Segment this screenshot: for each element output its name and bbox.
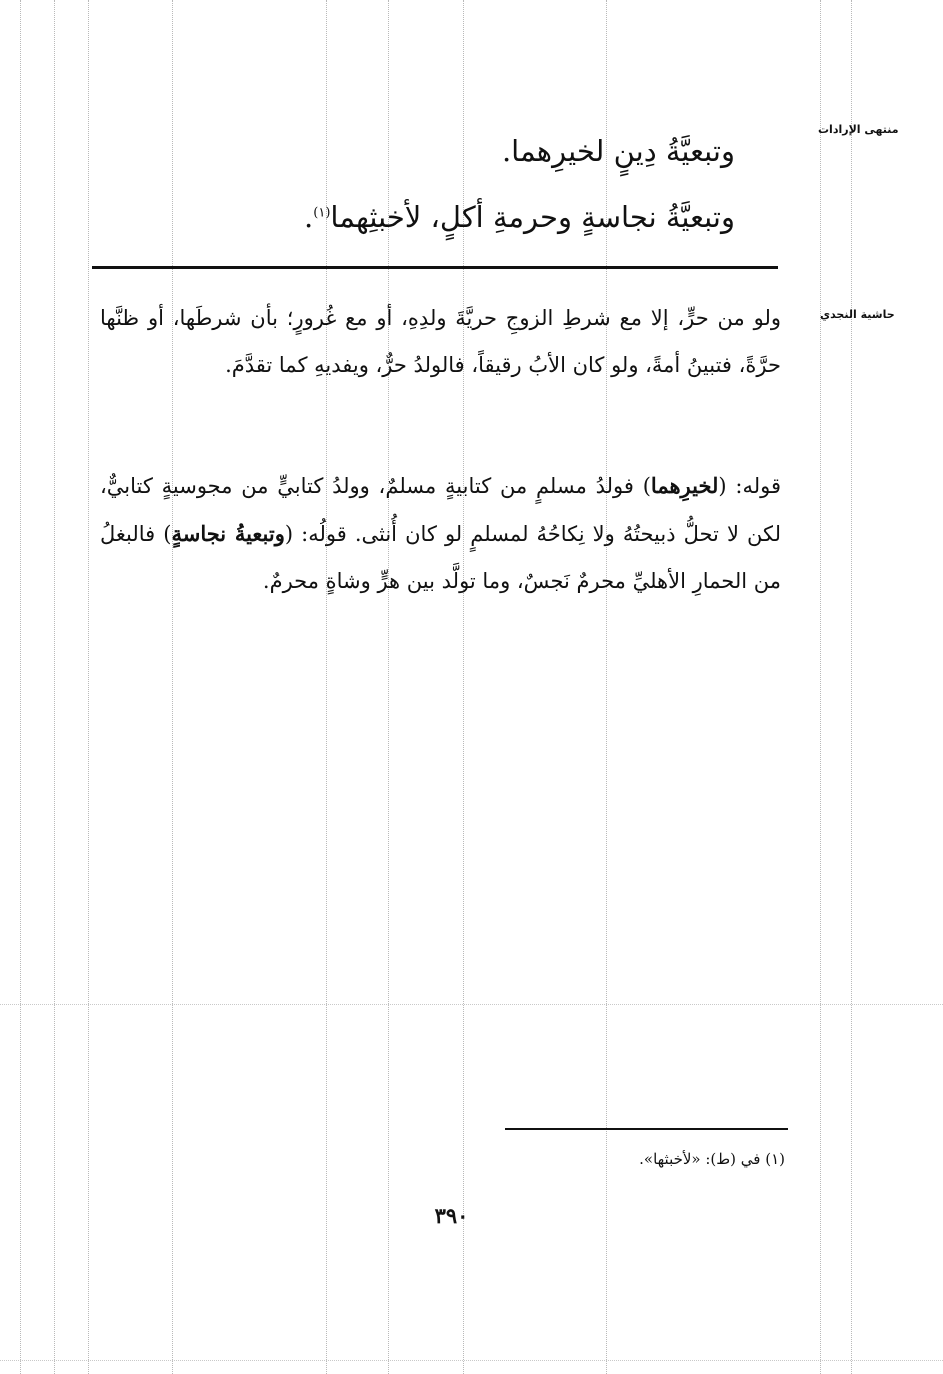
side-label-hashiya: حاشية النجدي (820, 308, 895, 321)
scan-artifact-line (820, 0, 821, 1374)
scan-artifact-row (0, 1004, 943, 1005)
p2-middle: ) فولدُ مسلمٍ من كتابيةٍ مسلمٌ، وولدُ كتابيٍّ من مجوسيةٍ كتابيٌّ، لكن لا تحلُّ ذبيحتُهُ ولا نِكاحُهُ لمسلمٍ لو كان أُنثى. قولُه: ( (100, 474, 781, 546)
footnote-marker: (١) (313, 205, 331, 221)
side-label-matn: منتهى الإرادات (818, 123, 899, 136)
scan-artifact-line (54, 0, 55, 1374)
p2-bold-term-2: وتبعيةُ نجاسةٍ (171, 521, 285, 546)
page-number: ٣٩٠ (434, 1203, 469, 1228)
footnote-text: (١) في (ط): «لأخبثها». (639, 1150, 785, 1168)
p2-end: ) فالبغلُ من الحمارِ الأهليِّ محرمٌ نَجسٌ، وما تولَّد بين هرٍّ وشاةٍ محرمٌ. (100, 522, 781, 593)
p2-intro: قوله: ( (718, 474, 782, 498)
main-text-line-2-content: وتبعيَّةُ نجاسةٍ وحرمةِ أكلٍ، لأخبثِهما (330, 200, 735, 234)
scan-artifact-line (88, 0, 89, 1374)
scan-artifact-line (20, 0, 21, 1374)
footnote-rule (505, 1128, 788, 1130)
p2-bold-term-1: لخيرِهما (650, 473, 719, 498)
separator-rule (92, 266, 778, 269)
scan-artifact-line (172, 0, 173, 1374)
commentary-paragraph-2 (100, 462, 781, 605)
main-text-line-1: وتبعيَّةُ دِينٍ لخيرِهما. (501, 134, 735, 168)
scan-artifact-row (0, 1360, 943, 1361)
period: . (304, 200, 314, 234)
commentary-paragraph-1: ولو من حرٍّ، إلا مع شرطِ الزوجِ حريَّةَ ولدِهِ، أو مع غُرورٍ؛ بأن شرطَها، أو ظنَّها حرَّةً، فتبينُ أمةً، ولو كان الأبُ رقيقاً، فالولدُ حرٌّ، ويفديهِ كما تقدَّمَ. (100, 306, 781, 377)
scan-artifact-line (851, 0, 852, 1374)
main-text-line-2 (304, 200, 735, 234)
